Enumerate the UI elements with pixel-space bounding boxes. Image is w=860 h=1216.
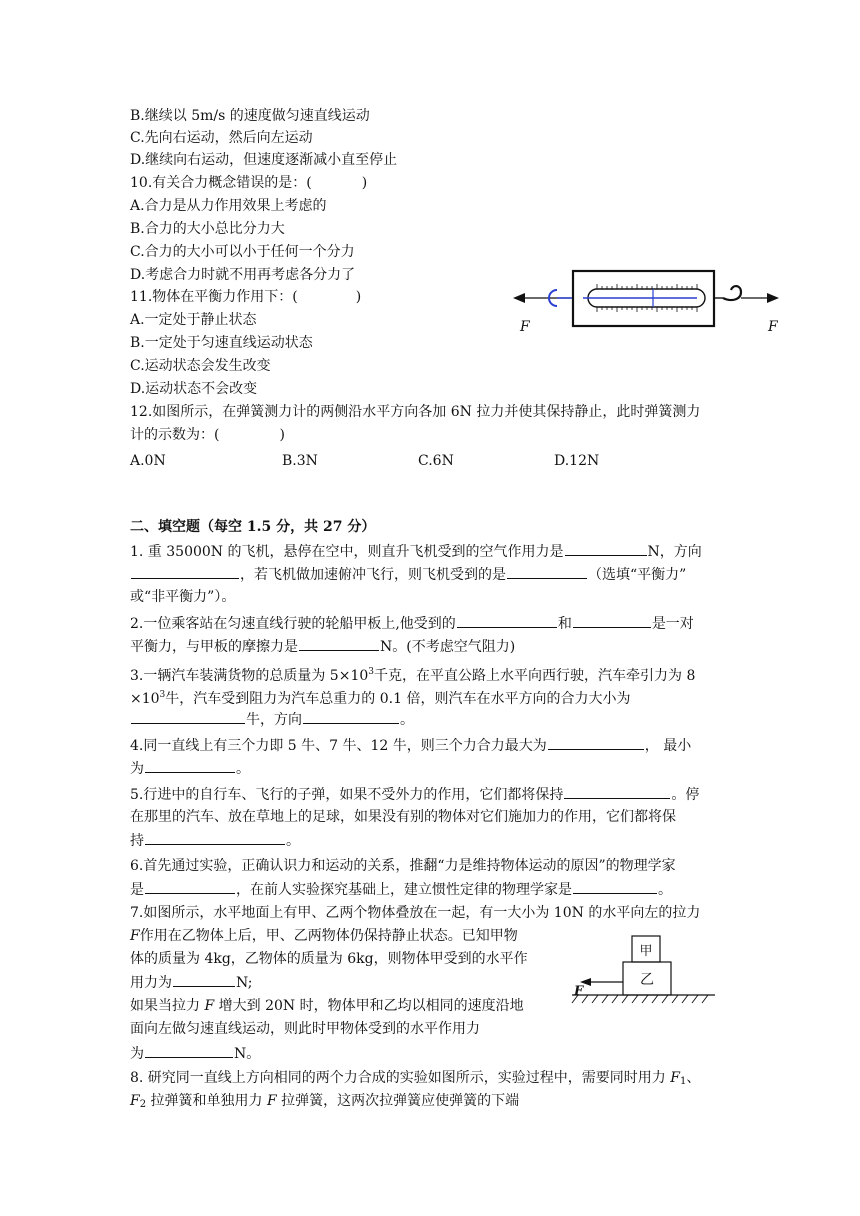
q11-close: ) bbox=[355, 289, 362, 305]
q11-option-a: A.一定处于静止状态 bbox=[130, 312, 257, 328]
fill-1-blank-1[interactable] bbox=[565, 540, 647, 556]
q12-line1: 12.如图所示，在弹簧测力计的两侧沿水平方向各加 6N 拉力并使其保持静止，此时弹簧测力 bbox=[130, 404, 701, 420]
fill-3-exponent-2: 3 bbox=[159, 690, 166, 700]
scale-right-force-label: F bbox=[768, 319, 778, 335]
q12-option-c: C.6N bbox=[418, 453, 454, 469]
fill-3-text-a: 3.一辆汽车装满货物的总质量为 5×10 bbox=[130, 668, 369, 684]
fill-7-force-symbol: F bbox=[130, 928, 140, 944]
q11-option-d: D.运动状态不会改变 bbox=[130, 381, 258, 397]
fill-5-text-d: 。 bbox=[286, 833, 300, 849]
fill-6-blank-1[interactable] bbox=[145, 878, 235, 894]
spring-scale-figure bbox=[505, 268, 795, 338]
fill-8-subscript-2: 2 bbox=[139, 1099, 147, 1110]
fill-7-text-g: N。 bbox=[234, 1046, 261, 1062]
fill-1-line1 bbox=[130, 540, 702, 562]
fill-7-line6: 面向左做匀速直线运动，则此时甲物体受到的水平作用力 bbox=[130, 1021, 480, 1037]
fill-8-comma: 、 bbox=[686, 1070, 701, 1086]
fill-5-text-b: 。停 bbox=[671, 787, 700, 803]
fill-2-text-e: N。(不考虑空气阻力) bbox=[380, 639, 516, 655]
fill-7-text-a: 作用在乙物体上后，甲、乙两物体仍保持静止状态。已知甲物 bbox=[139, 928, 518, 944]
q11-option-c: C.运动状态会发生改变 bbox=[130, 358, 271, 374]
fill-3-line1 bbox=[130, 661, 695, 683]
fill-3-blank-1[interactable] bbox=[131, 708, 245, 724]
q10-option-a: A.合力是从力作用效果上考虑的 bbox=[130, 198, 327, 214]
fill-1-text-d: （选填“平衡力” bbox=[588, 567, 687, 583]
fill-5-blank-2[interactable] bbox=[145, 829, 285, 845]
q11-stem bbox=[130, 286, 361, 308]
q11-option-b: B.一定处于匀速直线运动状态 bbox=[130, 335, 313, 351]
block-yi-label: 乙 bbox=[640, 972, 654, 988]
q12-option-b: B.3N bbox=[282, 453, 318, 469]
fill-8-force-f2: F bbox=[130, 1093, 140, 1109]
fill-5-line1 bbox=[130, 783, 699, 805]
fill-3-line2 bbox=[130, 684, 630, 706]
fill-4-blank-2[interactable] bbox=[145, 757, 235, 773]
fill-4-text-c: 为 bbox=[130, 761, 144, 777]
fill-8-text-b: 拉弹簧和单独用力 bbox=[146, 1093, 267, 1109]
fill-4-line1 bbox=[130, 734, 691, 756]
fill-7-blank-1[interactable] bbox=[173, 971, 235, 987]
fill-2-blank-1[interactable] bbox=[457, 612, 557, 628]
fill-1-text-a: 1. 重 35000N 的飞机，悬停在空中，则直升飞机受到的空气作用力是 bbox=[130, 544, 564, 560]
fill-1-line2 bbox=[130, 563, 686, 585]
section-2-title: 二、填空题（每空 1.5 分，共 27 分） bbox=[130, 519, 376, 535]
fill-3-blank-2[interactable] bbox=[303, 708, 399, 724]
fill-8-text-c: 拉弹簧，这两次拉弹簧应使弹簧的下端 bbox=[276, 1093, 520, 1109]
q9-option-d: D.继续向右运动，但速度逐渐减小直至停止 bbox=[130, 152, 398, 168]
fill-4-blank-1[interactable] bbox=[548, 734, 644, 750]
q10-stem-text: 10.有关合力概念错误的是：( bbox=[130, 175, 312, 191]
fill-7-line5 bbox=[130, 995, 524, 1017]
fill-7-line1: 7.如图所示，水平地面上有甲、乙两个物体叠放在一起，有一大小为 10N 的水平向左的拉力 bbox=[130, 905, 701, 921]
q12-line2-text: 计的示数为：( bbox=[130, 427, 220, 443]
fill-3-text-c: ×10 bbox=[130, 691, 160, 707]
q10-stem bbox=[130, 172, 367, 194]
fill-2-text-c: 是一对 bbox=[651, 616, 694, 632]
fill-7-line3: 体的质量为 4kg，乙物体的质量为 6kg，则物体甲受到的水平作 bbox=[130, 951, 528, 967]
q10-close: ) bbox=[361, 175, 368, 191]
fill-1-line3: 或“非平衡力”）。 bbox=[130, 589, 236, 605]
fill-6-text-c: 。 bbox=[658, 882, 672, 898]
fill-2-blank-2[interactable] bbox=[573, 612, 651, 628]
fill-4-text-a: 4.同一直线上有三个力即 5 牛、7 牛、12 牛，则三个力合力最大为 bbox=[130, 738, 547, 754]
fill-7-text-f: 为 bbox=[130, 1046, 144, 1062]
fill-7-text-c: N; bbox=[236, 975, 253, 991]
fill-8-line1 bbox=[130, 1067, 700, 1089]
fill-4-text-d: 。 bbox=[236, 761, 250, 777]
fill-8-force-f: F bbox=[267, 1093, 277, 1109]
fill-5-line3 bbox=[130, 829, 300, 851]
fill-4-line2 bbox=[130, 757, 250, 779]
fill-7-blank-2[interactable] bbox=[145, 1042, 233, 1058]
scale-left-force-label: F bbox=[520, 319, 530, 335]
fill-7-force-symbol-2: F bbox=[204, 998, 215, 1014]
fill-3-exponent-1: 3 bbox=[368, 667, 374, 677]
fill-6-text-a: 是 bbox=[130, 882, 144, 898]
q9-option-c: C.先向右运动，然后向左运动 bbox=[130, 130, 313, 146]
fill-7-text-b: 用力为 bbox=[130, 975, 172, 991]
fill-5-text-c: 持 bbox=[130, 833, 144, 849]
q10-option-c: C.合力的大小可以小于任何一个分力 bbox=[130, 244, 355, 260]
fill-6-text-b: ，在前人实验探究基础上，建立惯性定律的物理学家是 bbox=[236, 882, 572, 898]
fill-2-text-d: 平衡力，与甲板的摩擦力是 bbox=[130, 639, 298, 655]
fill-1-text-b: N，方向 bbox=[647, 544, 702, 560]
q10-option-b: B.合力的大小总比分力大 bbox=[130, 221, 285, 237]
ground-hatching bbox=[572, 995, 708, 1003]
fill-3-text-e: 牛，方向 bbox=[246, 712, 302, 728]
stacked-blocks-figure bbox=[570, 930, 720, 1016]
fill-2-line1 bbox=[130, 612, 694, 634]
fill-2-blank-3[interactable] bbox=[299, 635, 379, 651]
q12-options bbox=[130, 450, 730, 472]
fill-7-line7 bbox=[130, 1042, 260, 1064]
q9-option-b: B.继续以 5m/s 的速度做匀速直线运动 bbox=[130, 108, 370, 124]
fill-1-blank-2[interactable] bbox=[131, 563, 239, 579]
fill-5-text-a: 5.行进中的自行车、飞行的子弹，如果不受外力的作用，它们都将保持 bbox=[130, 787, 564, 803]
fill-8-subscript-1: 1 bbox=[679, 1076, 687, 1087]
fill-2-text-b: 和 bbox=[557, 616, 572, 632]
fill-7-line4 bbox=[130, 971, 252, 993]
fill-6-line1: 6.首先通过实验，正确认识力和运动的关系，推翻“力是维持物体运动的原因”的物理学家 bbox=[130, 858, 676, 874]
fill-3-text-b: 千克，在平直公路上水平向西行驶，汽车牵引力为 8 bbox=[374, 668, 696, 684]
q12-line2 bbox=[130, 424, 285, 446]
fill-1-text-c: ，若飞机做加速俯冲飞行，则飞机受到的是 bbox=[240, 567, 506, 583]
fill-7-line2 bbox=[130, 925, 518, 947]
fill-2-text-a: 2.一位乘客站在匀速直线行驶的轮船甲板上,他受到的 bbox=[130, 616, 456, 632]
fill-8-force-f1: F bbox=[670, 1070, 680, 1086]
q10-option-d: D.考虑合力时就不用再考虑各分力了 bbox=[130, 267, 356, 283]
fill-7-text-d: 如果当拉力 bbox=[130, 998, 205, 1014]
q12-close: ) bbox=[279, 427, 285, 443]
fill-8-line2 bbox=[130, 1090, 519, 1112]
fill-3-line3 bbox=[130, 708, 414, 730]
fill-5-blank-1[interactable] bbox=[564, 783, 670, 799]
block-jia-label: 甲 bbox=[639, 944, 653, 959]
q12-option-a: A.0N bbox=[130, 453, 166, 469]
fill-6-blank-2[interactable] bbox=[573, 878, 657, 894]
fill-7-text-e: 增大到 20N 时，物体甲和乙均以相同的速度沿地 bbox=[214, 998, 524, 1014]
q11-stem-text: 11.物体在平衡力作用下：( bbox=[130, 289, 298, 305]
q12-option-d: D.12N bbox=[554, 453, 600, 469]
fill-3-text-f: 。 bbox=[400, 712, 414, 728]
fill-4-text-b: ， 最小 bbox=[644, 738, 692, 754]
fill-1-blank-3[interactable] bbox=[507, 563, 587, 579]
fill-6-line2 bbox=[130, 878, 672, 900]
block-force-label: F bbox=[574, 984, 584, 999]
fill-3-text-d: 牛，汽车受到阻力为汽车总重力的 0.1 倍，则汽车在水平方向的合力大小为 bbox=[165, 691, 631, 707]
fill-8-text-a: 8. 研究同一直线上方向相同的两个力合成的实验如图所示，实验过程中，需要同时用力 bbox=[130, 1070, 671, 1086]
fill-2-line2 bbox=[130, 635, 515, 657]
fill-5-line2: 在那里的汽车、放在草地上的足球，如果没有别的物体对它们施加力的作用，它们都将保 bbox=[130, 809, 676, 825]
